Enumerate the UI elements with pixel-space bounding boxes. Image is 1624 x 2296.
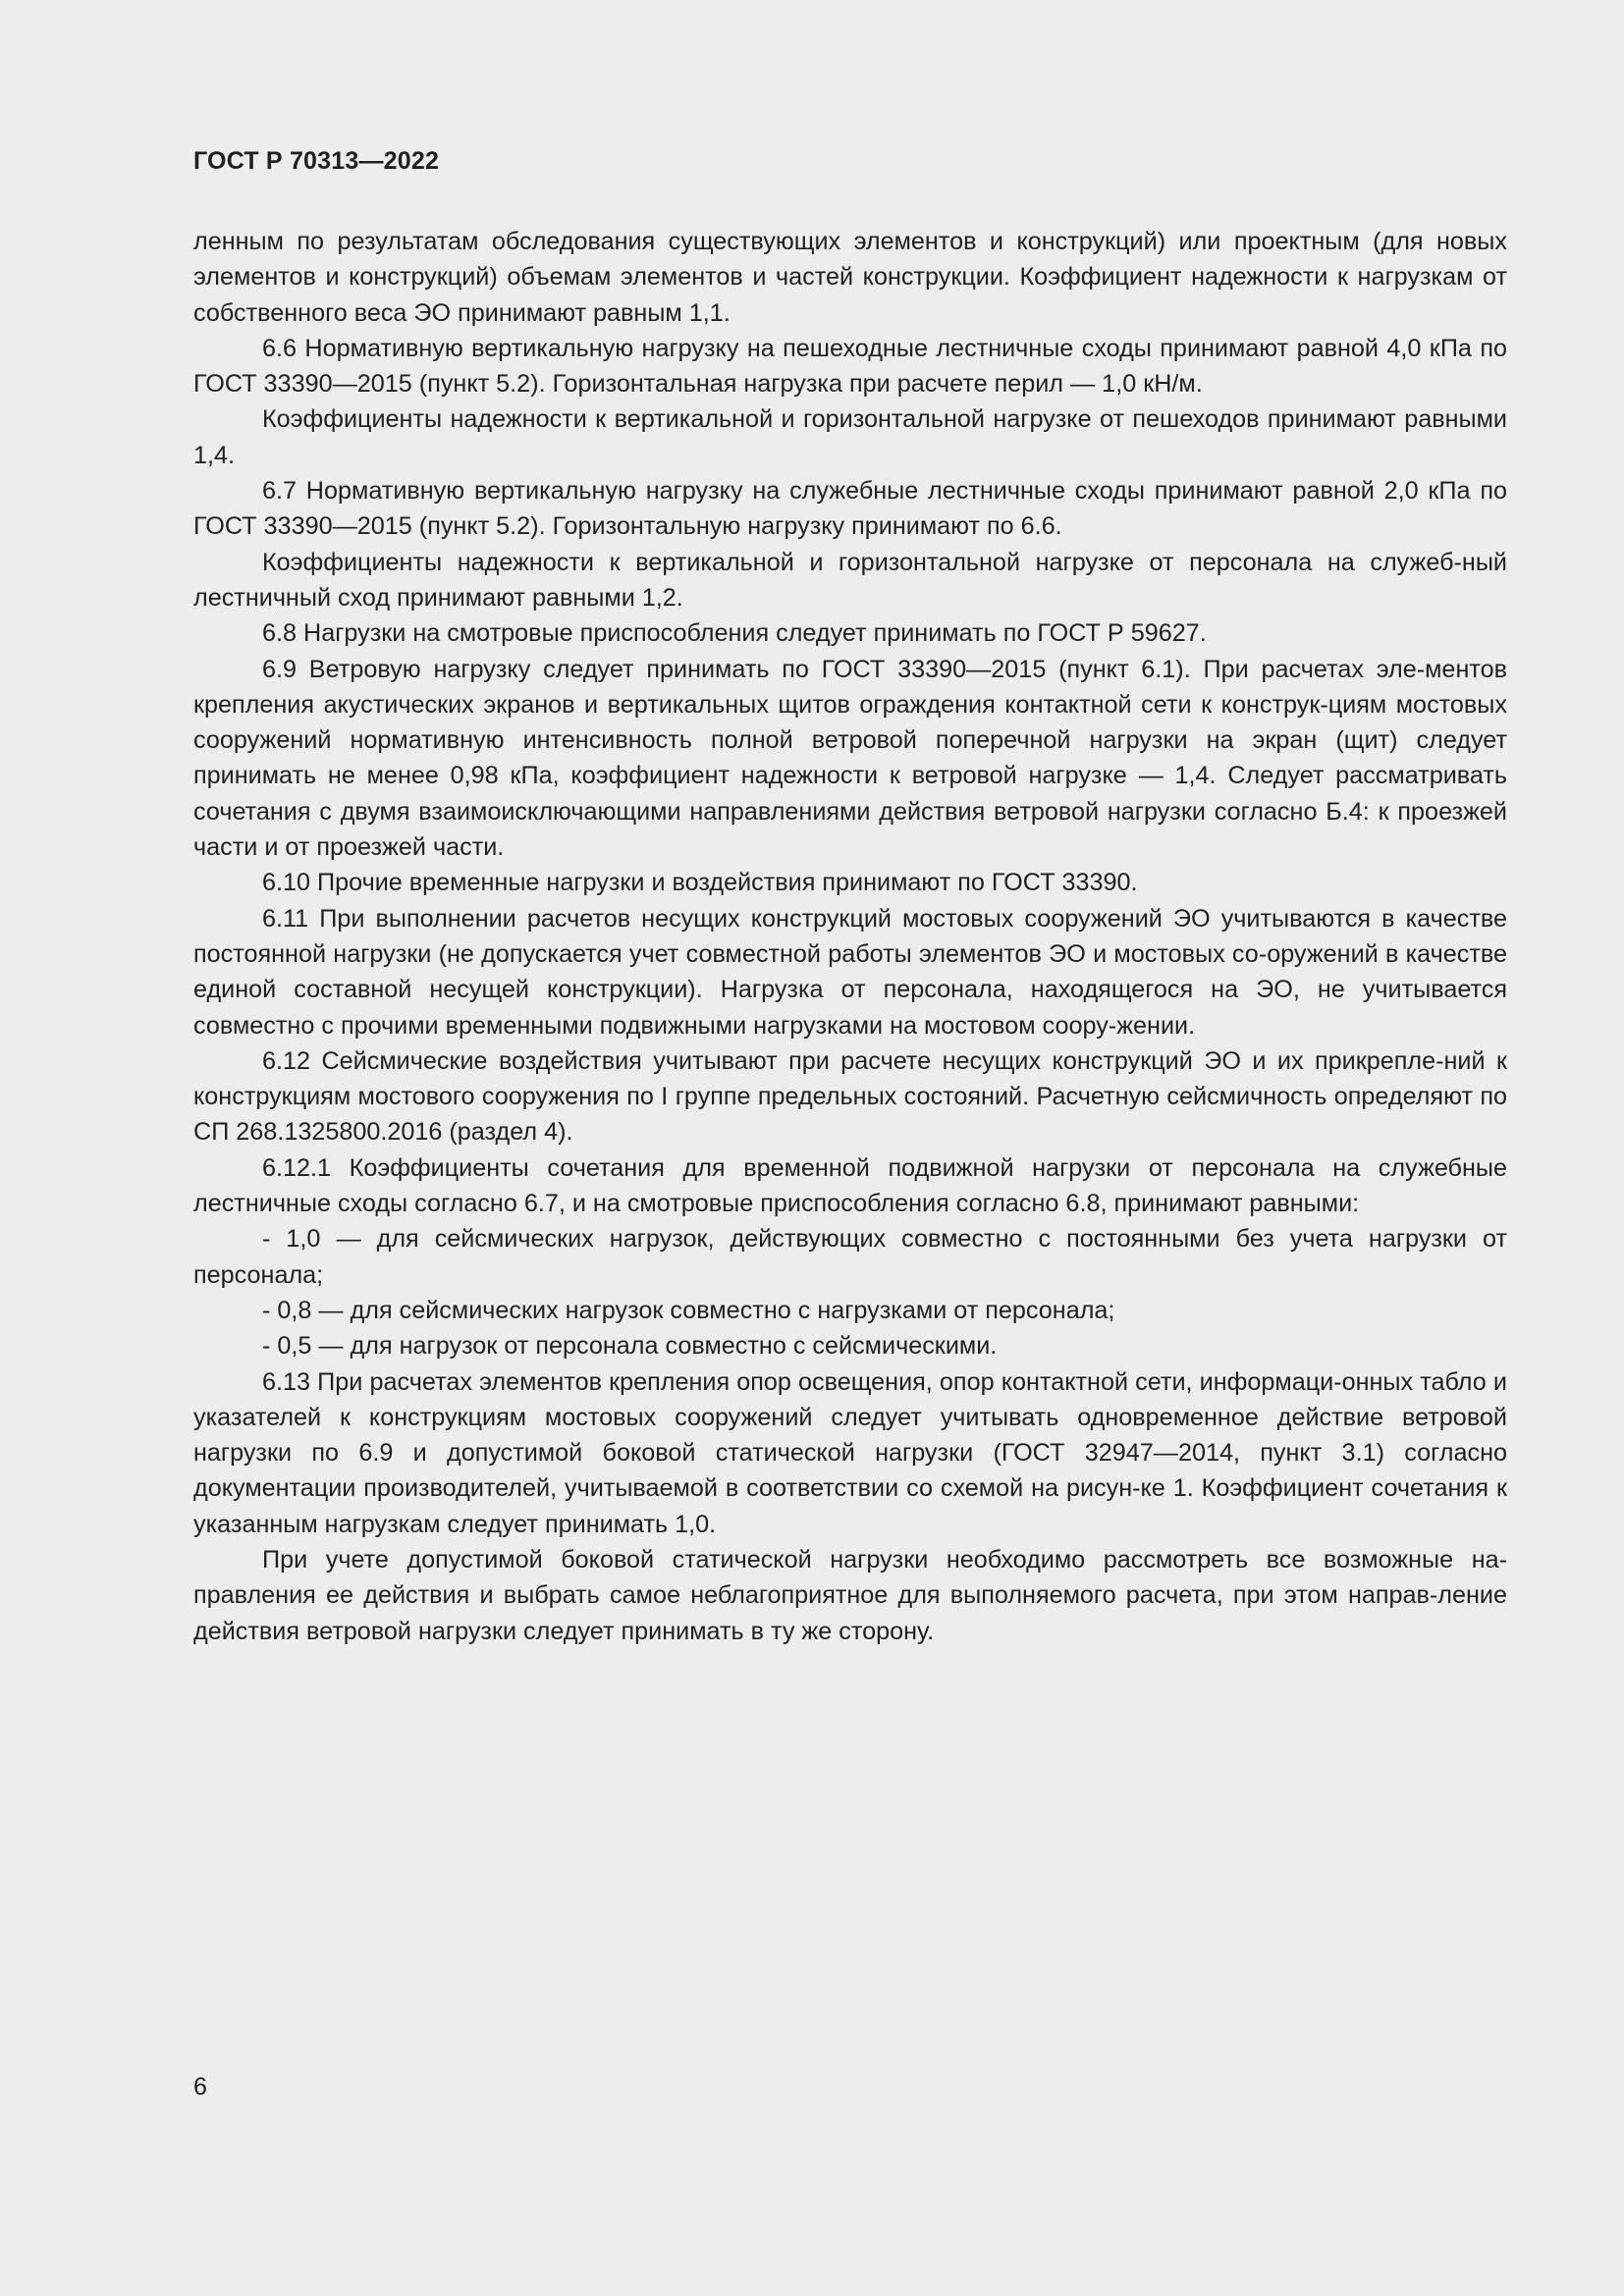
paragraph-6-13: 6.13 При расчетах элементов крепления опор освещения, опор контактной сети, информаци-онных табло и указателей к конструкциям мостовых сооружений следует учитывать одновременное действие ветровой нагрузки по 6.9 и допустимой боковой статической нагрузки (ГОСТ 32947—2014, пункт 3.1) согласно документации производителей, учитываемой в соответствии со схемой на рисун-ке 1. Коэффициент сочетания к указанным нагрузкам следует принимать 1,0. [193, 1367, 1507, 1538]
list-item-0-8: - 0,8 — для сейсмических нагрузок совместно с нагрузками от персонала; [262, 1296, 1115, 1324]
paragraph-6-7: 6.7 Нормативную вертикальную нагрузку на служебные лестничные сходы принимают равной 2,0 кПа по ГОСТ 33390—2015 (пункт 5.2). Горизонтальную нагрузку принимают по 6.6. [193, 477, 1507, 541]
paragraph-6-6-coefficients: Коэффициенты надежности к вертикальной и горизонтальной нагрузке от пешеходов принимают равными 1,4. [193, 405, 1507, 469]
paragraph-6-10: 6.10 Прочие временные нагрузки и воздействия принимают по ГОСТ 33390. [262, 869, 1138, 897]
list-item-1-0: - 1,0 — для сейсмических нагрузок, действующих совместно с постоянными без учета нагрузки от персонала; [193, 1225, 1507, 1289]
paragraph-6-12-1: 6.12.1 Коэффициенты сочетания для временной подвижной нагрузки от персонала на служебные лестничные сходы согласно 6.7, и на смотровые приспособления согласно 6.8, принимают равными: [193, 1153, 1507, 1218]
list-item-0-5: - 0,5 — для нагрузок от персонала совместно с сейсмическими. [262, 1332, 998, 1361]
paragraph-6-11: 6.11 При выполнении расчетов несущих конструкций мостовых сооружений ЭО учитываются в качестве постоянной нагрузки (не допускается учет совместной работы элементов ЭО и мостовых со-оружений в качестве единой составной несущей конструкции). Нагрузка от персонала, находящегося на ЭО, не учитывается совместно с прочими временными подвижными нагрузками на мостовом соору-жении. [193, 904, 1507, 1040]
paragraph-6-7-coefficients: Коэффициенты надежности к вертикальной и горизонтальной нагрузке от персонала на служеб-ный лестничный сход принимают равными 1,2. [193, 548, 1507, 612]
paragraph-6-6: 6.6 Нормативную вертикальную нагрузку на пешеходные лестничные сходы принимают равной 4,0 кПа по ГОСТ 33390—2015 (пункт 5.2). Горизонтальная нагрузка при расчете перил — 1,0 кН/м. [193, 334, 1507, 399]
page-number: 6 [193, 2073, 207, 2101]
body-text [193, 224, 1507, 1649]
standard-header: ГОСТ Р 70313—2022 [193, 147, 440, 175]
paragraph-6-8: 6.8 Нагрузки на смотровые приспособления следует принимать по ГОСТ Р 59627. [262, 619, 1207, 648]
paragraph-6-13-note: При учете допустимой боковой статической нагрузки необходимо рассмотреть все возможные на-правления ее действия и выбрать самое неблагоприятное для выполняемого расчета, при этом направ-ление действия ветровой нагрузки следует принимать в ту же сторону. [193, 1545, 1507, 1645]
paragraph-6-12: 6.12 Сейсмические воздействия учитывают при расчете несущих конструкций ЭО и их прикрепле-ний к конструкциям мостового сооружения по I группе предельных состояний. Расчетную сейсмичность определяют по СП 268.1325800.2016 (раздел 4). [193, 1046, 1507, 1147]
paragraph-continuation: ленным по результатам обследования существующих элементов и конструкций) или проектным (для новых элементов и конструкций) объемам элементов и частей конструкции. Коэффициент надежности к нагрузкам от собственного веса ЭО принимают равным 1,1. [193, 228, 1507, 327]
paragraph-6-9: 6.9 Ветровую нагрузку следует принимать по ГОСТ 33390—2015 (пункт 6.1). При расчетах эле-ментов крепления акустических экранов и вертикальных щитов ограждения контактной сети к конструк-циям мостовых сооружений нормативную интенсивность полной ветровой поперечной нагрузки на экран (щит) следует принимать не менее 0,98 кПа, коэффициент надежности к ветровой нагрузке — 1,4. Следует рассматривать сочетания с двумя взаимоисключающими направлениями действия ветровой нагрузки согласно Б.4: к проезжей части и от проезжей части. [193, 655, 1507, 862]
